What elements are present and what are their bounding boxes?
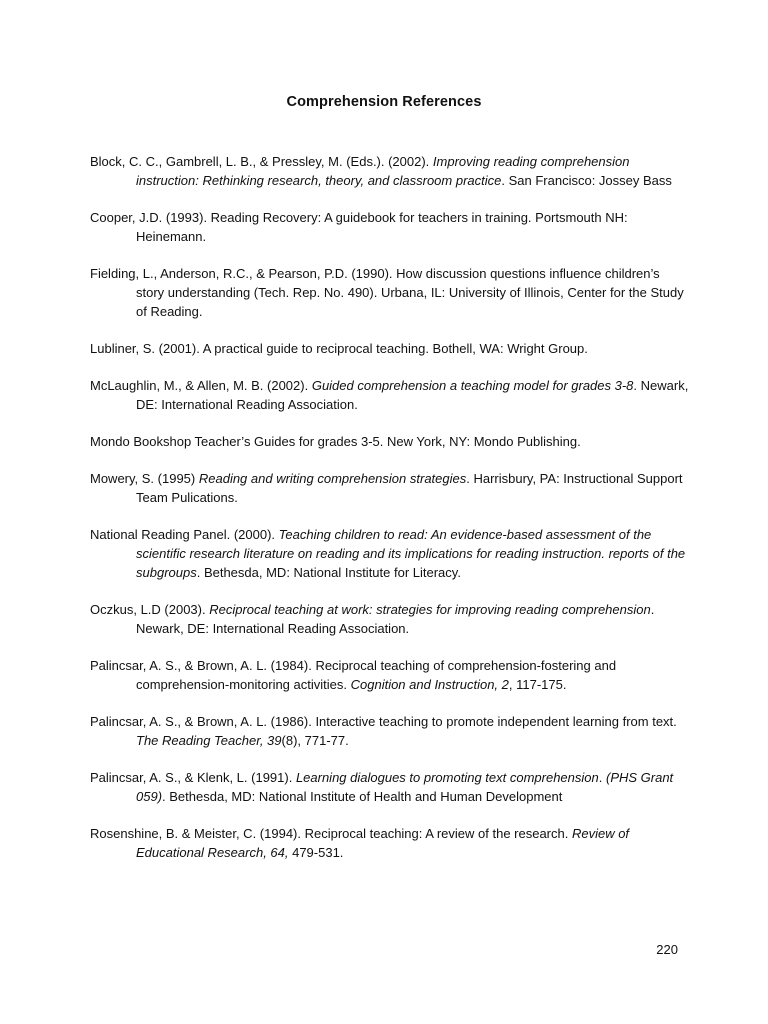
reference-segment: Palincsar, A. S., & Brown, A. L. (1986). Interactive teaching to promote independent learning from text. bbox=[90, 714, 677, 729]
reference-entry bbox=[90, 656, 690, 694]
reference-segment: 479-531. bbox=[288, 845, 344, 860]
reference-entry bbox=[90, 432, 690, 451]
reference-segment: Rosenshine, B. & Meister, C. (1994). Reciprocal teaching: A review of the research. bbox=[90, 826, 572, 841]
reference-segment: Block, C. C., Gambrell, L. B., & Pressley, M. (Eds.). (2002). bbox=[90, 154, 433, 169]
reference-entry bbox=[90, 264, 690, 321]
reference-entry bbox=[90, 768, 690, 806]
reference-entry bbox=[90, 824, 690, 862]
reference-segment: Cooper, J.D. (1993). Reading Recovery: A guidebook for teachers in training. Portsmouth NH: Heinemann. bbox=[90, 210, 628, 244]
reference-segment: . Harrisbury, PA: Instructional Support Team Pulications. bbox=[136, 471, 683, 505]
reference-segment: , 117-175. bbox=[508, 677, 567, 692]
page-number: 220 bbox=[656, 942, 678, 957]
reference-segment: Oczkus, L.D (2003). bbox=[90, 602, 210, 617]
reference-entry bbox=[90, 600, 690, 638]
reference-segment: (8), 771-77. bbox=[281, 733, 349, 748]
reference-italic-segment: The Reading Teacher, 39 bbox=[136, 733, 282, 748]
reference-italic-segment: Improving reading comprehension instruction: Rethinking research, theory, and classroom practice bbox=[136, 154, 630, 188]
reference-segment: . Newark, DE: International Reading Association. bbox=[136, 602, 655, 636]
reference-italic-segment: Review of Educational Research, 64, bbox=[136, 826, 630, 860]
reference-segment: . San Francisco: Jossey Bass bbox=[501, 173, 672, 188]
reference-entry bbox=[90, 376, 690, 414]
reference-entry bbox=[90, 339, 690, 358]
reference-segment: Mondo Bookshop Teacher’s Guides for grades 3-5. New York, NY: Mondo Publishing. bbox=[90, 434, 581, 449]
reference-segment: Lubliner, S. (2001). A practical guide to reciprocal teaching. Bothell, WA: Wright Group. bbox=[90, 341, 588, 356]
reference-segment: Palincsar, A. S., & Klenk, L. (1991). bbox=[90, 770, 296, 785]
reference-segment: McLaughlin, M., & Allen, M. B. (2002). bbox=[90, 378, 312, 393]
reference-segment: National Reading Panel. (2000). bbox=[90, 527, 279, 542]
reference-entry bbox=[90, 152, 690, 190]
reference-italic-segment: Learning dialogues to promoting text comprehension bbox=[295, 770, 599, 785]
reference-italic-segment: Guided comprehension a teaching model for grades 3-8 bbox=[311, 378, 634, 393]
reference-entry bbox=[90, 712, 690, 750]
reference-italic-segment: Cognition and Instruction, 2 bbox=[350, 677, 509, 692]
reference-italic-segment: Teaching children to read: An evidence-based assessment of the scientific research literature on reading and its implications for reading instruction. reports of the subgroups bbox=[136, 527, 686, 580]
reference-italic-segment: (PHS Grant 059) bbox=[136, 770, 674, 804]
page-title: Comprehension References bbox=[286, 94, 482, 110]
reference-entry bbox=[90, 469, 690, 507]
reference-segment: . bbox=[598, 770, 606, 785]
reference-segment: Palincsar, A. S., & Brown, A. L. (1984). Reciprocal teaching of comprehension-fostering and comprehension-monitoring activities. bbox=[90, 658, 617, 692]
reference-italic-segment: Reading and writing comprehension strategies bbox=[198, 471, 467, 486]
reference-entry bbox=[90, 525, 690, 582]
reference-segment: . Bethesda, MD: National Institute for Literacy. bbox=[196, 565, 461, 580]
reference-segment: . Bethesda, MD: National Institute of Health and Human Development bbox=[162, 789, 563, 804]
reference-segment: Fielding, L., Anderson, R.C., & Pearson, P.D. (1990). How discussion questions influence children’s story understanding (Tech. Rep. No. 490). Urbana, IL: University of Illinois, Center for the Study of Reading. bbox=[90, 266, 684, 319]
reference-entry bbox=[90, 208, 690, 246]
reference-italic-segment: Reciprocal teaching at work: strategies for improving reading comprehension bbox=[209, 602, 651, 617]
reference-list bbox=[90, 152, 690, 880]
reference-segment: Mowery, S. (1995) bbox=[90, 471, 199, 486]
reference-segment: . Newark, DE: International Reading Association. bbox=[136, 378, 689, 412]
